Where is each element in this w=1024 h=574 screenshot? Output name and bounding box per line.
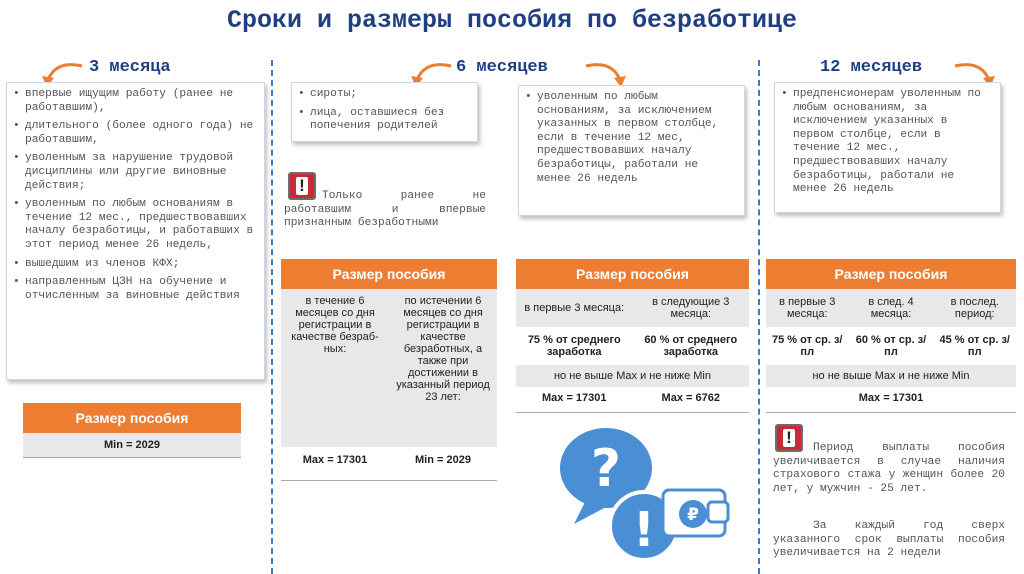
divider	[516, 412, 749, 413]
rate-cell: 75 % от ср. з/пл	[766, 327, 849, 365]
header-3-months: 3 месяца	[89, 58, 171, 77]
criteria-box-3-months	[6, 82, 265, 380]
period-cell: в течение 6 месяцев со дня регистрации в качестве безраб-ных:	[281, 289, 389, 447]
svg-text:₽: ₽	[687, 505, 699, 525]
max-value: Max = 17301	[766, 387, 1016, 409]
list-item: • длительного (более одного года) не работавшим,	[13, 120, 258, 147]
benefit-table-orphans	[281, 259, 497, 473]
period-cell: в след. 4 месяца:	[849, 289, 934, 327]
list-item: • уволенным по любым основаниям в течение 12 мес., предшествовавших началу безработицы, и работавших в этот период менее 26 недель,	[13, 198, 258, 252]
svg-text:!: !	[633, 502, 655, 558]
list-item: • вышедшим из членов КФХ;	[13, 258, 258, 272]
criteria-box-12-months	[774, 82, 1001, 213]
list-item: • предпенсионерам уволенным по любым основаниям, за исключением указанных в первом столбце, если в течение 12 мес., предшествовавших началу безработицы, работали не менее 26 недель	[781, 88, 994, 197]
wallet-ruble-icon	[660, 486, 732, 542]
benefit-table-6-months	[516, 259, 749, 409]
list-item: • направленным ЦЗН на обучение и отчисленным за виновные действия	[13, 276, 258, 303]
arrow-icon	[582, 58, 632, 88]
period-cell: в первые 3 месяца:	[516, 289, 633, 327]
benefit-table-12-months	[766, 259, 1016, 409]
table-header: Размер пособия	[23, 403, 241, 433]
period-cell: в следующие 3 месяца:	[633, 289, 750, 327]
rate-cell: 75 % от среднего заработка	[516, 327, 633, 365]
note-stazh: Период выплаты пособия увеличивается в случае наличия страхового стажа у женщин более 20 лет, у мужчин - 25 лет.	[773, 442, 1005, 495]
limit-cell: но не выше Max и не ниже Min	[766, 365, 1016, 387]
column-divider	[758, 60, 760, 574]
rate-cell: 45 % от ср. з/пл	[934, 327, 1017, 365]
header-12-months: 12 месяцев	[820, 58, 923, 77]
warning-text: Только ранее не работавшим и впервые признанным безработными	[284, 190, 486, 230]
limit-cell: но не выше Max и не ниже Min	[516, 365, 749, 387]
list-item: • уволенным по любым основаниям, за исключением указанных в первом столбце, если в течение 12 мес, предшествовавших началу безработицы, работали не менее 26 недель	[525, 91, 738, 186]
svg-text:?: ?	[590, 439, 622, 499]
list-item: • уволенным за нарушение трудовой дисциплины или другие виновные действия;	[13, 152, 258, 193]
header-6-months: 6 месяцев	[456, 58, 548, 77]
max-value: Max = 17301	[516, 387, 633, 409]
table-header: Размер пособия	[281, 259, 497, 289]
period-cell: в первые 3 месяца:	[766, 289, 849, 327]
max-value: Max = 6762	[633, 387, 750, 409]
max-value: Max = 17301	[281, 447, 389, 473]
period-cell: в послед. период:	[934, 289, 1017, 327]
table-header: Размер пособия	[766, 259, 1016, 289]
criteria-box-dismissed	[518, 85, 745, 216]
min-value: Min = 2029	[23, 433, 241, 457]
min-value: Min = 2029	[389, 447, 497, 473]
benefit-table-3-months	[23, 403, 241, 457]
rate-cell: 60 % от среднего заработка	[633, 327, 750, 365]
period-cell: по истечении 6 месяцев со дня регистрации в качестве безработных, а также при достижении в указанный период 23 лет:	[389, 289, 497, 447]
divider	[766, 412, 1016, 413]
list-item: • сироты;	[298, 88, 471, 102]
rate-cell: 60 % от ср. з/пл	[849, 327, 934, 365]
page-title: Сроки и размеры пособия по безработице	[226, 6, 798, 35]
divider	[281, 480, 497, 481]
column-divider	[271, 60, 273, 574]
list-item: • впервые ищущим работу (ранее не работавшим),	[13, 88, 258, 115]
divider	[23, 457, 241, 458]
table-header: Размер пособия	[516, 259, 749, 289]
criteria-box-orphans	[291, 82, 478, 142]
note-extra-weeks: За каждый год сверх указанного срок выплаты пособия увеличивается на 2 недели	[773, 520, 1005, 560]
list-item: • лица, оставшиеся без попечения родителей	[298, 107, 471, 134]
